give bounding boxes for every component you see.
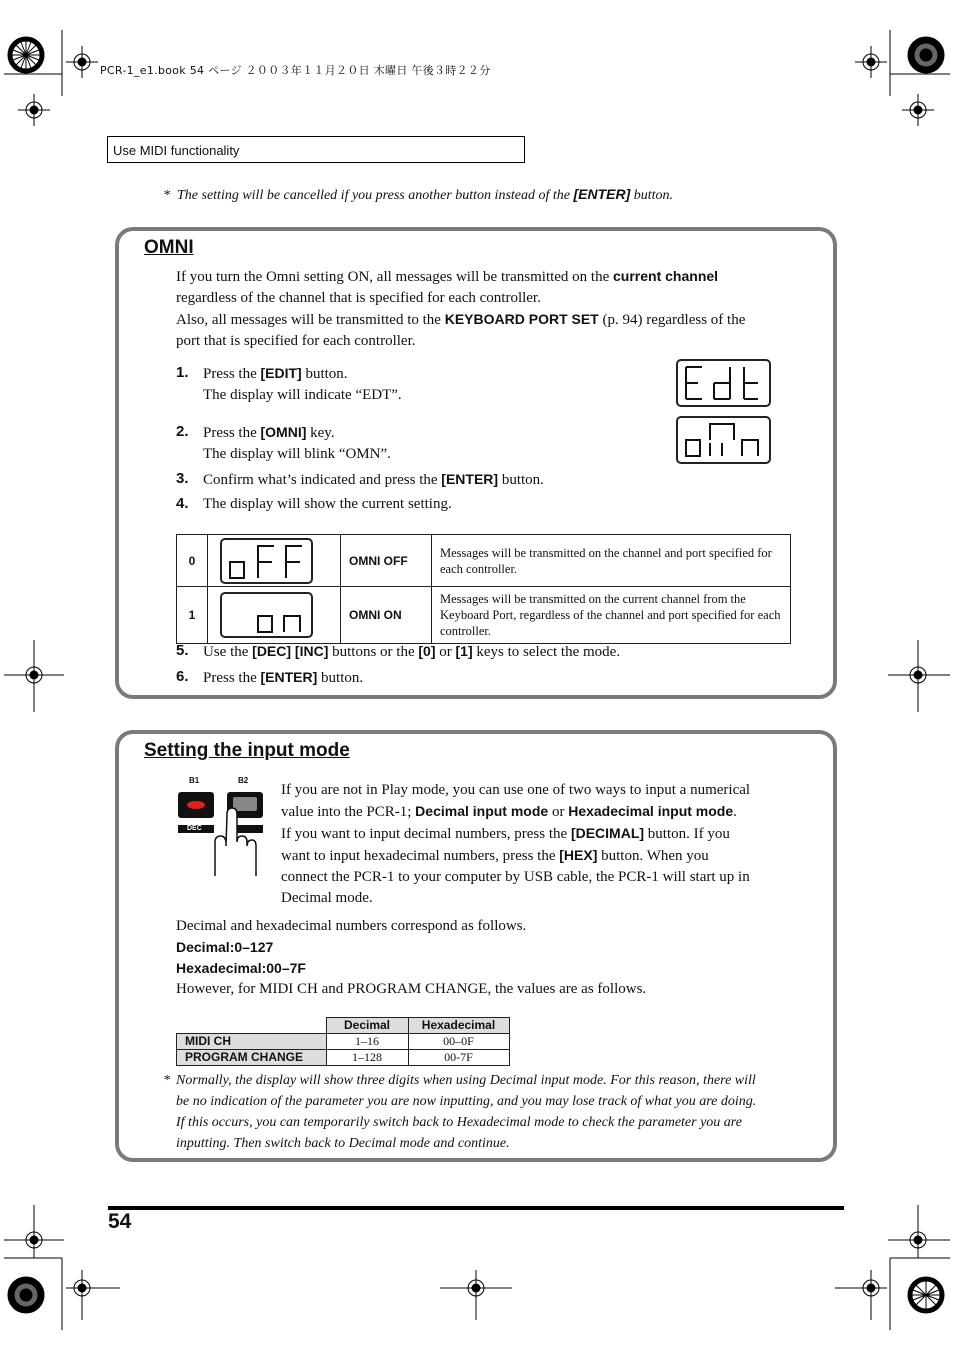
step-1-number: 1. <box>176 364 189 381</box>
omni-description <box>176 266 786 352</box>
lcd-display-icon <box>208 587 341 644</box>
input-p2-line2: want to input hexadecimal numbers, press the <box>281 848 560 864</box>
step-1 <box>203 363 402 406</box>
cancel-note <box>163 186 673 204</box>
omni-p1-text: If you turn the Omni setting ON, all messages will be transmitted on the <box>176 269 614 285</box>
step-6-number: 6. <box>176 668 189 685</box>
input-p2-hex-key: [HEX] <box>559 847 598 863</box>
input-p1-period: . <box>733 804 737 820</box>
omni-p1-bold: current channel <box>613 268 719 284</box>
omni-heading: OMNI <box>144 237 194 258</box>
page-number: 54 <box>108 1210 132 1233</box>
step-3-after: button. <box>498 472 544 488</box>
lcd-display-icon <box>676 359 771 407</box>
input-p1-or: or <box>548 804 569 820</box>
note-line: Normally, the display will show three digits when using Decimal input mode. For this reason, there will <box>176 1073 756 1088</box>
step-1-after: button. <box>301 366 348 382</box>
step-3 <box>203 469 544 491</box>
step-5-mid: buttons or the <box>328 644 419 660</box>
step-6 <box>203 667 363 689</box>
note-text-after: button. <box>630 188 674 203</box>
setting-value: 1 <box>177 587 208 644</box>
lcd-display-icon <box>676 416 771 464</box>
row-hex: 00–0F <box>408 1034 509 1050</box>
step-2-sub: The display will blink “OMN”. <box>203 446 391 462</box>
omni-p1-cont: regardless of the channel that is specified for each controller. <box>176 290 541 306</box>
input-p2-decimal-key: [DECIMAL] <box>570 825 645 841</box>
table-header-row <box>177 1018 510 1034</box>
setting-label: OMNI OFF <box>341 535 432 587</box>
step-5-keys: [DEC] [INC] <box>252 643 329 659</box>
input-mode-description <box>281 780 781 909</box>
step-6-key: [ENTER] <box>260 669 318 685</box>
file-info-line: PCR-1_e1.book 54 ページ ２００３年１１月２０日 木曜日 午後３時２２分 <box>100 64 491 77</box>
empty-header <box>177 1018 327 1034</box>
omni-settings-table <box>176 534 791 644</box>
step-2-after: key. <box>306 425 335 441</box>
value-table <box>176 1017 510 1066</box>
table-row <box>177 1034 510 1050</box>
display-note <box>176 1070 786 1154</box>
step-5-key-1: [1] <box>455 643 473 659</box>
step-2-key: [OMNI] <box>260 424 307 440</box>
step-3-number: 3. <box>176 470 189 487</box>
dec-label: DEC <box>187 825 202 832</box>
step-6-after: button. <box>317 670 364 686</box>
step-5-or: or <box>435 644 456 660</box>
row-hex: 00-7F <box>408 1050 509 1066</box>
setting-description: Messages will be transmitted on the current channel from the Keyboard Port, regardless of the channel and port specified for each controller. <box>432 587 791 644</box>
step-2-number: 2. <box>176 423 189 440</box>
header-decimal: Decimal <box>326 1018 408 1034</box>
input-p2-line2-after: button. When you <box>597 848 709 864</box>
correspondence-text: Decimal and hexadecimal numbers correspond as follows. <box>176 918 527 934</box>
number-correspondence <box>176 916 796 1000</box>
row-decimal: 1–16 <box>326 1034 408 1050</box>
step-4-number: 4. <box>176 495 189 512</box>
hand-pressing-button-icon <box>175 776 265 880</box>
input-p2-text: If you want to input decimal numbers, press the <box>281 826 571 842</box>
lcd-off-icon <box>222 540 311 582</box>
step-2 <box>203 422 391 465</box>
note-line: be no indication of the parameter you are now inputting, and you may lose track of what you are doing. <box>176 1094 757 1109</box>
display-note-star: * <box>163 1073 170 1088</box>
input-p1-cont: value into the PCR-1; <box>281 804 416 820</box>
omni-p2-cont: port that is specified for each controller. <box>176 333 416 349</box>
step-5 <box>203 641 620 663</box>
row-name: MIDI CH <box>177 1034 327 1050</box>
note-text: The setting will be cancelled if you press another button instead of the <box>177 188 574 203</box>
step-3-key: [ENTER] <box>441 471 499 487</box>
input-p2-after: button. If you <box>644 826 730 842</box>
decimal-range: Decimal:0–127 <box>176 939 274 955</box>
input-p2-line3: connect the PCR-1 to your computer by USB cable, the PCR-1 will start up in <box>281 869 750 885</box>
table-row <box>177 1050 510 1066</box>
step-6-text: Press the <box>203 670 261 686</box>
step-1-text: Press the <box>203 366 261 382</box>
row-decimal: 1–128 <box>326 1050 408 1066</box>
table-row <box>177 535 791 587</box>
row-name: PROGRAM CHANGE <box>177 1050 327 1066</box>
footer-rule <box>108 1206 844 1210</box>
lcd-omn-icon <box>678 418 769 462</box>
note-line: If this occurs, you can temporarily switch back to Hexadecimal mode to check the parameter you are <box>176 1115 742 1130</box>
lcd-on-icon <box>222 594 311 636</box>
table-row <box>177 587 791 644</box>
step-1-sub: The display will indicate “EDT”. <box>203 387 402 403</box>
step-3-text: Confirm what’s indicated and press the <box>203 472 442 488</box>
input-p1-text: If you are not in Play mode, you can use one of two ways to input a numerical <box>281 782 751 798</box>
section-title: Use MIDI functionality <box>107 136 525 163</box>
omni-p2-text: Also, all messages will be transmitted to the <box>176 312 445 328</box>
step-5-number: 5. <box>176 642 189 659</box>
step-1-key: [EDIT] <box>260 365 302 381</box>
header-hex: Hexadecimal <box>408 1018 509 1034</box>
b2-label: B2 <box>238 776 249 785</box>
input-p1-hex: Hexadecimal input mode <box>568 803 734 819</box>
b1-label: B1 <box>189 776 200 785</box>
setting-label: OMNI ON <box>341 587 432 644</box>
input-mode-heading: Setting the input mode <box>144 740 350 761</box>
step-4: The display will show the current setting. <box>203 496 452 512</box>
hex-range: Hexadecimal:00–7F <box>176 960 306 976</box>
input-p1-decimal: Decimal input mode <box>415 803 549 819</box>
note-line: inputting. Then switch back to Decimal mode and continue. <box>176 1136 510 1151</box>
omni-p2-bold: KEYBOARD PORT SET <box>444 311 599 327</box>
note-star: * <box>163 188 170 203</box>
step-2-text: Press the <box>203 425 261 441</box>
however-text: However, for MIDI CH and PROGRAM CHANGE, the values are as follows. <box>176 981 647 997</box>
step-5-key-0: [0] <box>418 643 436 659</box>
step-5-after: keys to select the mode. <box>472 644 621 660</box>
setting-value: 0 <box>177 535 208 587</box>
lcd-display-icon <box>208 535 341 587</box>
input-p2-line4: Decimal mode. <box>281 890 373 906</box>
omni-p2-after: (p. 94) regardless of the <box>598 312 746 328</box>
note-bold: [ENTER] <box>573 186 631 202</box>
step-5-text: Use the <box>203 644 253 660</box>
setting-description: Messages will be transmitted on the channel and port specified for each controller. <box>432 535 791 587</box>
lcd-edt-icon <box>678 361 769 405</box>
